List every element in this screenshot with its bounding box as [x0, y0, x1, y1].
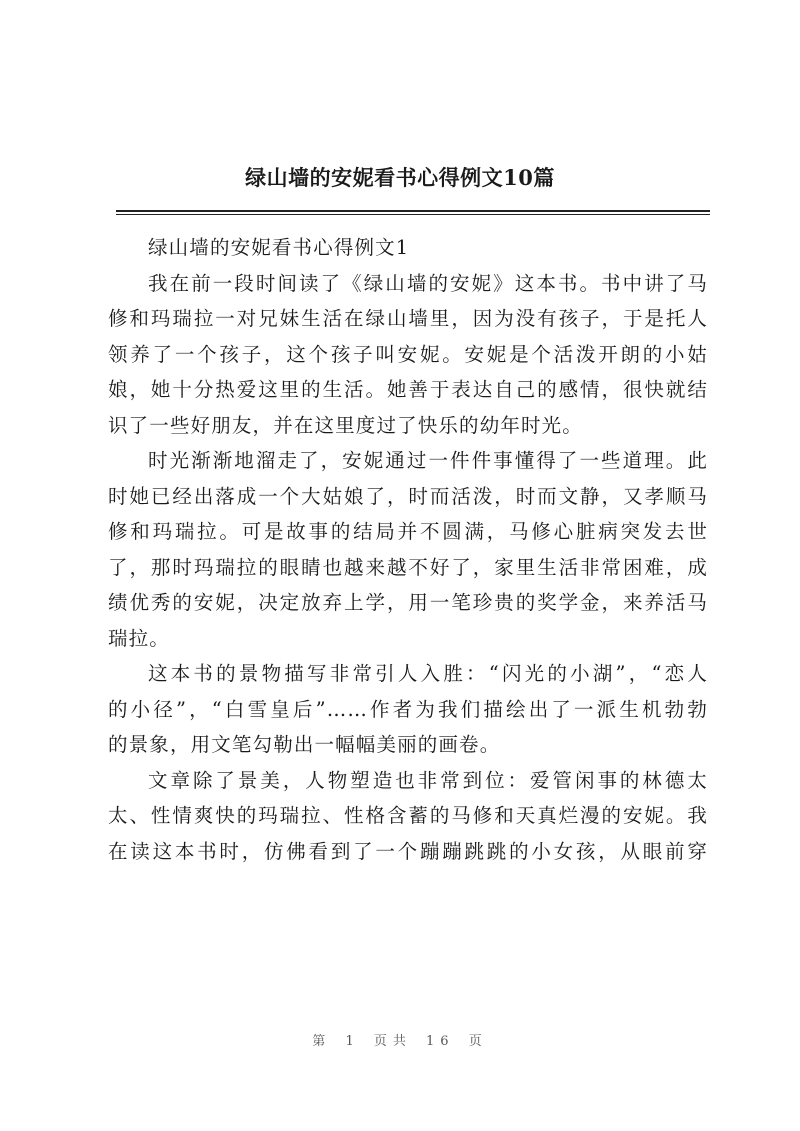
- text-line: 我在前一段时间读了《绿山墙的安妮》这本书。书中讲了马: [148, 271, 708, 295]
- text-line: 修和玛瑞拉一对兄妹生活在绿山墙里，因为没有孩子，于是托人: [108, 307, 708, 330]
- text-line: 时光渐渐地溜走了，安妮通过一件件事懂得了一些道理。此: [148, 449, 708, 472]
- text-line: 了，那时玛瑞拉的眼睛也越来越不好了，家里生活非常困难，成: [108, 555, 708, 579]
- text-line: 时她已经出落成一个大姑娘了，时而活泼，时而文静，又孝顺马: [108, 484, 708, 508]
- text-line: 的小径”，“白雪皇后”……作者为我们描绘出了一派生机勃勃: [108, 697, 708, 721]
- text-line: 这本书的景物描写非常引人入胜：“闪光的小湖”，“恋人: [148, 662, 708, 685]
- text-line: 文章除了景美，人物塑造也非常到位：爱管闲事的林德太: [148, 768, 708, 792]
- page-footer: [0, 1030, 800, 1049]
- section-heading: 绿山墙的安妮看书心得例文1: [148, 236, 410, 259]
- document-body: [108, 230, 708, 869]
- text-line: 瑞拉。: [108, 626, 170, 650]
- footer-middle: 页共: [373, 1034, 412, 1049]
- text-line: 修和玛瑞拉。可是故事的结局并不圆满，马修心脏病突发去世: [108, 520, 708, 543]
- text-line: 太、性情爽快的玛瑞拉、性格含蓄的马修和天真烂漫的安妮。我: [108, 804, 708, 827]
- text-line: 的景象，用文笔勾勒出一幅幅美丽的画卷。: [108, 733, 501, 756]
- text-line: 在读这本书时，仿佛看到了一个蹦蹦跳跳的小女孩，从眼前穿: [108, 839, 708, 863]
- paragraph-lines: [108, 266, 708, 870]
- footer-total-pages: 16: [426, 1034, 455, 1049]
- text-line: 绩优秀的安妮，决定放弃上学，用一笔珍贵的奖学金，来养活马: [108, 591, 708, 614]
- text-line: 娘，她十分热爱这里的生活。她善于表达自己的感情，很快就结: [108, 378, 708, 401]
- document-title: 绿山墙的安妮看书心得例文10篇: [245, 165, 555, 190]
- footer-suffix: 页: [468, 1034, 488, 1049]
- title-divider: [116, 210, 710, 215]
- text-line: 识了一些好朋友，并在这里度过了快乐的幼年时光。: [108, 413, 583, 437]
- footer-prefix: 第: [312, 1034, 332, 1049]
- text-line: 领养了一个孩子，这个孩子叫安妮。安妮是个活泼开朗的小姑: [108, 342, 708, 366]
- footer-page-number: 1: [345, 1034, 360, 1049]
